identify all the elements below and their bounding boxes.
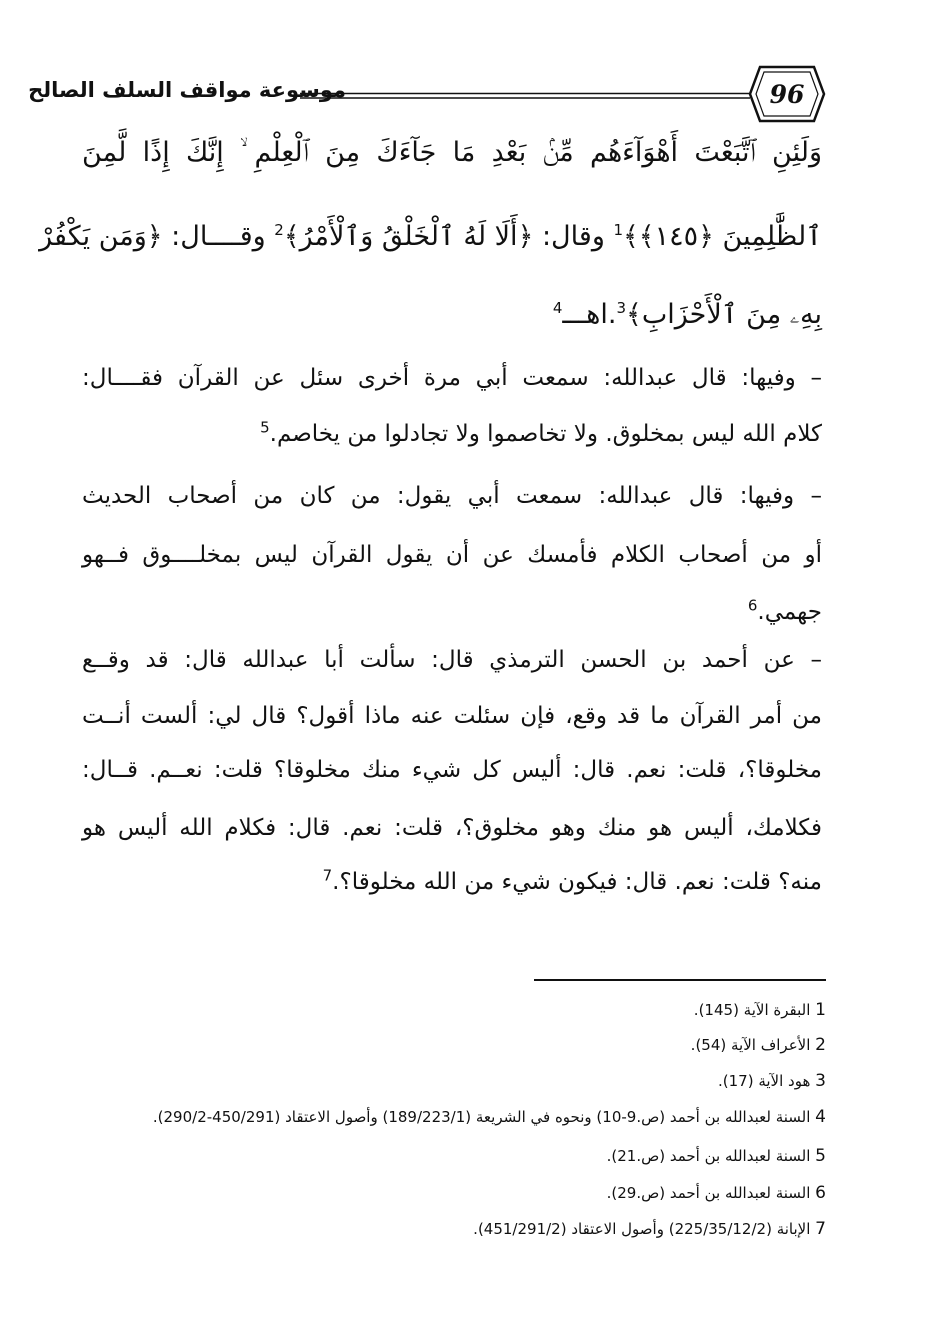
footnote-text: البقرة الآية (145). xyxy=(693,1001,811,1019)
paragraph-3-line-1: – عن أحمد بن الحسن الترمذي قال: سألت أبا عبدالله قال: قد وقــع xyxy=(82,647,822,673)
footnote-ref-4: 4 xyxy=(552,299,563,317)
footnote-text: السنة لعبدالله بن أحمد (ص.9-10) ونحوه في الشريعة (189/223/1) وأصول الاعتقاد (450/291-290/2). xyxy=(152,1108,811,1126)
footnote-3 xyxy=(82,1065,826,1097)
page-number-badge xyxy=(748,64,826,124)
footnote-ref-2: 2 xyxy=(274,221,284,239)
running-title: موسوعة مواقف السلف الصالح xyxy=(28,78,346,102)
footnote-number: 4 xyxy=(815,1107,826,1127)
paragraph-3-line-5-text: منه؟ قلت: نعم. قال: فيكون شيء من الله مخلوقا؟. xyxy=(332,869,822,895)
paragraph-1-line-1: – وفيها: قال عبدالله: سمعت أبي مرة أخرى سئل عن القرآن فقــــال: xyxy=(82,365,822,391)
footnote-text: السنة لعبدالله بن أحمد (ص.29). xyxy=(606,1184,811,1202)
footnote-6 xyxy=(82,1177,826,1209)
paragraph-1-line-2-text: كلام الله ليس بمخلوق. ولا تخاصموا ولا تجادلوا من يخاصم. xyxy=(269,421,822,447)
footnote-number: 3 xyxy=(815,1071,826,1091)
footnote-number: 1 xyxy=(815,1000,826,1020)
footnote-ref-7: 7 xyxy=(322,866,333,885)
verse-line-3 xyxy=(82,286,822,344)
verse-line-2 xyxy=(39,208,822,266)
verse-line-2-part-2: وقال: ﴿أَلَا لَهُ ٱلْخَلْقُ وَٱلْأَمْرُ﴾ xyxy=(283,221,614,252)
footnote-4 xyxy=(82,1101,826,1133)
footnote-number: 2 xyxy=(815,1035,826,1055)
paragraph-3-line-3: مخلوقا؟، قلت: نعم. قال: أليس كل شيء منك مخلوقا؟ قلت: نعــم. قــال: xyxy=(82,757,822,783)
paragraph-3-line-2: من أمر القرآن ما قد وقع، فإن سئلت عنه ماذا أقول؟ قال لي: ألست أنــت xyxy=(82,703,822,729)
footnote-7 xyxy=(82,1213,826,1245)
verse-line-3-part-2: .اهـــ xyxy=(562,299,617,330)
footnote-ref-6: 6 xyxy=(747,596,758,615)
footnote-text: الأعراف الآية (54). xyxy=(690,1036,811,1054)
paragraph-2-line-3-text: جهمي. xyxy=(757,599,822,625)
verse-line-1: وَلَئِنِ ٱتَّبَعْتَ أَهْوَآءَهُم مِّنۢ بَعْدِ مَا جَآءَكَ مِنَ ٱلْعِلْمِ ۙ إِنَّكَ إِذًا لَّمِنَ xyxy=(82,137,822,168)
footnote-text: السنة لعبدالله بن أحمد (ص.21). xyxy=(606,1147,811,1165)
paragraph-2-line-2: أو من أصحاب الكلام فأمسك عن أن يقول القرآن ليس بمخلــــوق فــهو xyxy=(82,542,822,568)
paragraph-2-line-3 xyxy=(82,588,822,636)
footnote-ref-5: 5 xyxy=(260,418,270,437)
header-rule xyxy=(300,92,750,100)
footnote-2 xyxy=(82,1029,826,1061)
footnote-number: 6 xyxy=(815,1183,826,1203)
footnote-1 xyxy=(82,994,826,1026)
verse-line-2-part-3: وقــــال: ﴿وَمَن يَكْفُرْ xyxy=(39,221,275,252)
footnote-text: هود الآية (17). xyxy=(718,1072,811,1090)
paragraph-2-line-1: – وفيها: قال عبدالله: سمعت أبي يقول: من كان من أصحاب الحديث xyxy=(82,483,822,509)
footnote-number: 7 xyxy=(815,1219,826,1239)
footnote-separator xyxy=(534,979,826,981)
footnote-ref-3: 3 xyxy=(616,299,627,317)
verse-line-2-part-1: ٱلظَّٰلِمِينَ ﴿١٤٥﴾﴾ xyxy=(622,221,822,252)
paragraph-1-line-2 xyxy=(82,410,822,458)
footnote-5 xyxy=(82,1140,826,1172)
paragraph-3-line-5 xyxy=(82,858,822,906)
footnote-number: 5 xyxy=(815,1146,826,1166)
footnote-ref-1: 1 xyxy=(613,221,623,239)
footnote-text: الإبانة (225/35/12/2) وأصول الاعتقاد (451/291/2). xyxy=(473,1220,811,1238)
verse-line-3-part-1: بِهِۦ مِنَ ٱلْأَحْزَابِ﴾ xyxy=(626,299,822,330)
page-number: 96 xyxy=(769,79,805,109)
paragraph-3-line-4: فكلامك، أليس هو منك وهو مخلوق؟، قلت: نعم. قال: فكلام الله أليس هو xyxy=(82,815,822,841)
